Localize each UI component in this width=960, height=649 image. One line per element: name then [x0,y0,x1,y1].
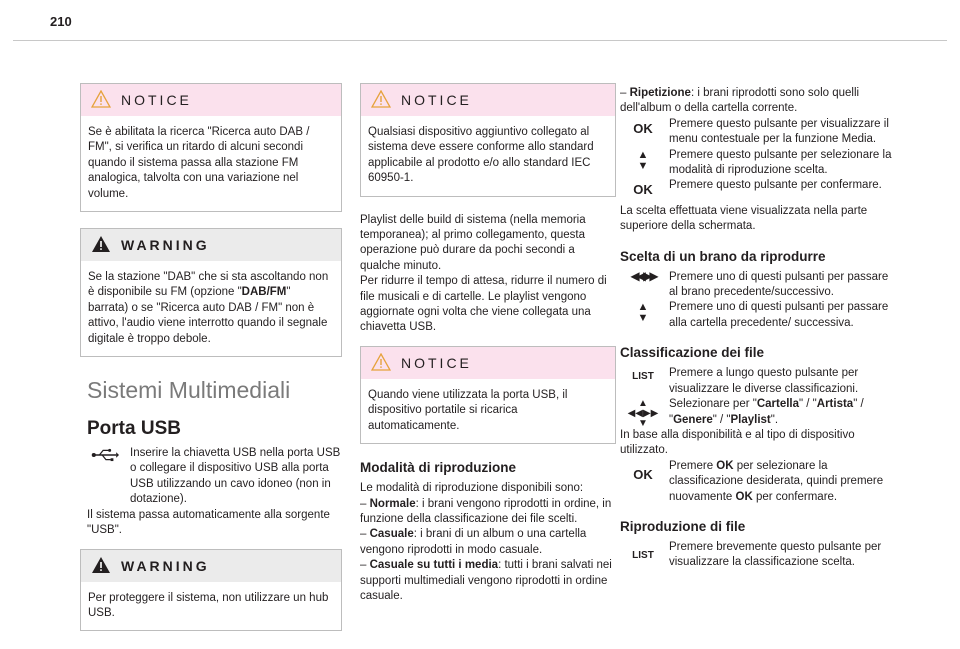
column-3 [620,86,892,571]
warning-box [80,228,342,357]
notice-box [360,346,616,444]
usb-icon [91,448,119,462]
usb-source-text: Il sistema passa automaticamente alla sorgente "USB". [87,508,330,537]
notice-title: NOTICE [401,354,472,371]
result-text: La scelta effettuata viene visualizzata nella parte superiore della schermata. [620,204,868,233]
notice-text: Qualsiasi dispositivo aggiuntivo collegato al sistema deve essere conforme allo standard applicabile al prodotto e/o allo standard IEC 60950-1. [368,126,594,185]
column-1 [80,83,342,647]
usb-instruction: Inserire la chiavetta USB nella porta USB o collegare il dispositivo USB alla porta USB utilizzando un cavo idoneo (non in dotazione). [87,446,342,508]
classification-heading: Classificazione dei file [620,345,765,361]
notice-warning-triangle-icon [371,353,391,371]
modes-intro: Le modalità di riproduzione disponibili sono: [360,482,584,495]
column-2 [360,83,616,604]
page-number: 210 [50,14,72,29]
notice-box [80,83,342,212]
step-row: ▲ ◀◀▶▶ ▼ Selezionare per "Cartella" / "Artista" / "Genere" / "Playlist". [620,397,892,428]
step-row: LIST Premere brevemente questo pulsante per visualizzare la classificazione scelta. [620,540,892,571]
ok-button-icon: OK [633,466,653,482]
notice-warning-triangle-icon [91,90,111,108]
step-row: OK Premere OK per selezionare la classificazione desiderata, quindi premere nuovamente OK per confermare. [620,459,892,505]
warning-title: WARNING [121,557,210,574]
notice-warning-triangle-icon [371,90,391,108]
mode-item: – Casuale su tutti i media: tutti i brani salvati nei supporti multimediali vengono riprodotti in ordine casuale. [360,559,612,602]
playback-heading: Riproduzione di file [620,518,746,534]
mode-item: – Ripetizione: i brani riprodotti sono solo quelli dell'album o della cartella corrente. [620,87,860,115]
four-way-arrows-icon: ▲ ◀◀▶▶ ▼ [627,398,659,430]
notice-box [360,83,616,197]
step-row: OK Premere questo pulsante per visualizzare il menu contestuale per la funzione Media. [620,117,892,148]
track-heading: Scelta di un brano da riprodurre [620,248,826,264]
list-button-icon: LIST [632,371,654,383]
step-row: LIST Premere a lungo questo pulsante per visualizzare le diverse classificazioni. [620,366,892,397]
classification-note: In base alla disponibilità e al tipo di dispositivo utilizzato. [620,428,855,457]
notice-title: NOTICE [401,92,472,108]
header-rule [13,40,947,41]
notice-text: Se è abilitata la ricerca "Ricerca auto DAB / FM", si verifica un ritardo di alcuni secondi quando il sistema passa alla stazione FM analogica, talvolta con una variazione nel volume. [88,126,310,200]
ok-button-icon: OK [633,120,653,136]
playlist-text: Playlist delle build di sistema (nella memoria temporanea); al primo collegamento, questa operazione può durare da pochi secondi a qualche minuto. [360,213,586,272]
mode-item: – Normale: i brani vengono riprodotti in ordine, in funzione della classificazione dei file scelti. [360,497,612,525]
warning-text: Per proteggere il sistema, non utilizzare un hub USB. [88,591,329,619]
up-down-arrows-icon: ▲ ▼ [637,301,649,325]
previous-next-icon: ◀◀ ▶▶ [630,268,656,283]
modes-heading: Modalità di riproduzione [360,460,516,476]
section-title: Sistemi Multimediali [87,377,291,404]
notice-title: NOTICE [121,92,192,108]
playlist-text: Per ridurre il tempo di attesa, ridurre il numero di file musicali e di cartelle. Le playlist vengono aggiornate ogni volta che viene collegata una chiavetta USB. [360,275,607,334]
warning-title: WARNING [121,237,210,254]
step-row: ▲ ▼ Premere uno di questi pulsanti per passare alla cartella precedente/ successiva. [620,300,892,331]
warning-box [80,549,342,632]
warning-text: Se la stazione "DAB" che si sta ascoltando non è disponibile su FM (opzione "DAB/FM" barrata) o se "Ricerca auto DAB / FM" non è attivo, l'audio viene interrotto quando il segnale digitale è troppo debole. [88,271,329,345]
list-button-icon: LIST [632,549,654,561]
step-row: ◀◀ ▶▶ Premere uno di questi pulsanti per passare al brano precedente/successivo. [620,270,892,301]
step-row: ▲ ▼ Premere questo pulsante per selezionare la modalità di riproduzione scelta. [620,148,892,179]
step-row: OK Premere questo pulsante per confermare. [620,178,892,193]
warning-triangle-icon [91,235,111,253]
warning-triangle-icon [91,556,111,574]
subsection-title: Porta USB [87,418,181,440]
up-down-arrows-icon: ▲ ▼ [637,148,649,172]
notice-text: Quando viene utilizzata la porta USB, il dispositivo portatile si ricarica automaticamente. [368,388,568,432]
ok-button-icon: OK [633,182,653,198]
mode-item: – Casuale: i brani di un album o una cartella vengono riprodotti in modo casuale. [360,528,587,556]
